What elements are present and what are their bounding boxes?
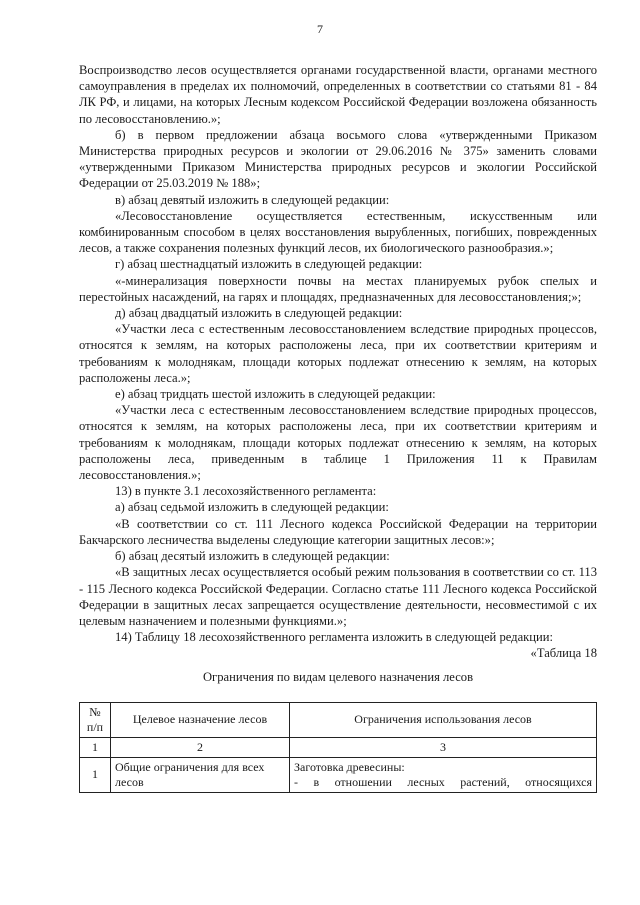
paragraph: 13) в пункте 3.1 лесохозяйственного регламента: <box>115 484 377 499</box>
paragraph: «Участки леса с естественным лесовосстановлением вследствие природных процессов, относятся к землям, на которых расположены леса, при их соответствии критериям и требованиям к молоднякам, площади которых подлежат отнесению к землям, на которых расположены леса, приведенным в таблице 1 Приложения 11 к Правилам лесовосстановления.»; <box>79 403 597 483</box>
paragraph: в) абзац девятый изложить в следующей редакции: <box>115 192 390 207</box>
paragraph: Воспроизводство лесов осуществляется органами государственной власти, органами местного самоуправления в пределах их полномочий, определенных в соответствии со статьями 81 - 84 ЛК РФ, и лицами, на которых Лесным кодексом Российской Федерации возложена обязанность по лесовосстановлению.»; <box>79 63 597 126</box>
header-cell-restrictions: Ограничения использования лесов <box>290 702 597 737</box>
row-purpose-cell: Общие ограничения для всех лесов <box>111 757 290 792</box>
paragraph: «-минерализация поверхности почвы на местах планируемых рубок спелых и перестойных насаждений, на гарях и площадях, предназначенных для лесовосстановления;»; <box>79 273 597 304</box>
table-title: Ограничения по видам целевого назначения лесов <box>202 669 474 684</box>
table-header-row <box>80 702 597 737</box>
table-index-row <box>80 737 597 757</box>
index-cell: 1 <box>80 737 111 757</box>
index-cell: 2 <box>111 737 290 757</box>
paragraph: б) абзац десятый изложить в следующей редакции: <box>115 549 390 564</box>
restriction-heading: Заготовка древесины: <box>294 759 405 774</box>
header-cell-number: № п/п <box>80 702 111 737</box>
paragraph: б) в первом предложении абзаца восьмого слова «утвержденными Приказом Министерства природных ресурсов и экологии от 29.06.2016 № 375» заменить словами «утвержденными Приказом Министерства природных ресурсов и экологии Российской Федерации от 25.03.2019 № 188»; <box>79 127 597 191</box>
paragraph: 14) Таблицу 18 лесохозяйственного регламента изложить в следующей редакции: <box>115 630 553 645</box>
restriction-item: - в отношении лесных растений, относящихся <box>294 774 592 789</box>
paragraph: а) абзац седьмой изложить в следующей редакции: <box>115 500 389 515</box>
paragraph: е) абзац тридцать шестой изложить в следующей редакции: <box>115 387 436 402</box>
paragraph: г) абзац шестнадцатый изложить в следующей редакции: <box>115 257 423 272</box>
page-number: 7 <box>317 22 323 36</box>
paragraph: «Участки леса с естественным лесовосстановлением вследствие природных процессов, относятся к землям, на которых расположены леса, при их соответствии критериям и требованиям к молоднякам, площади которых подлежат отнесению к землям, на которых расположены леса.»; <box>79 322 597 385</box>
document-body <box>79 62 597 793</box>
header-cell-purpose: Целевое назначение лесов <box>111 702 290 737</box>
table-reference: «Таблица 18 <box>530 646 597 661</box>
paragraph: д) абзац двадцатый изложить в следующей редакции: <box>115 306 403 321</box>
row-restrictions-cell <box>290 757 597 792</box>
paragraph: «В соответствии со ст. 111 Лесного кодекса Российской Федерации на территории Бакчарского лесничества выделены следующие категории защитных лесов:»; <box>79 516 597 547</box>
paragraph: «Лесовосстановление осуществляется естественным, искусственным или комбинированным способом в целях восстановления вырубленных, погибших, поврежденных лесов, а также сохранения полезных функций лесов, их биологического разнообразия.»; <box>79 208 597 256</box>
paragraph: «В защитных лесах осуществляется особый режим пользования в соответствии со ст. 113 - 115 Лесного кодекса Российской Федерации. Согласно статье 111 Лесного кодекса Российской Федерации в защитных лесах запрещается осуществление деятельности, несовместимой с их целевым назначением и полезными функциями.»; <box>79 565 597 628</box>
index-cell: 3 <box>290 737 597 757</box>
table-row <box>80 757 597 792</box>
restrictions-table <box>79 702 597 793</box>
row-number-cell: 1 <box>80 757 111 792</box>
